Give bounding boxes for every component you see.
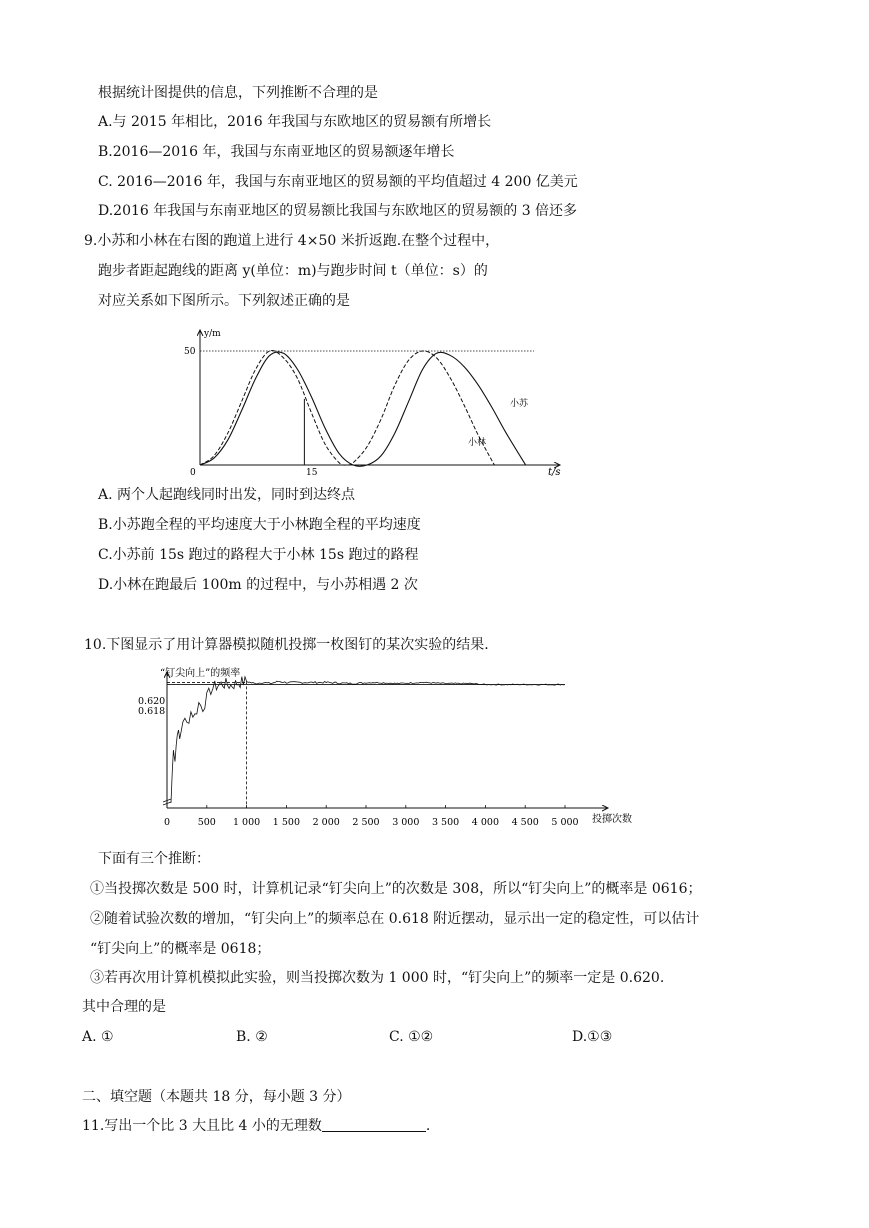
freq-x-tick-label: 500 <box>197 817 216 828</box>
q10-statement-3: ③若再次用计算机模拟此实验，则当投掷次数为 1 000 时，“钉尖向上”的频率一定是 0.620. <box>90 970 665 986</box>
q9-option-b: B.小苏跑全程的平均速度大于小林跑全程的平均速度 <box>98 517 421 533</box>
run-series-xiaolin <box>200 351 494 466</box>
freq-series <box>171 677 565 803</box>
q10-option-a: A. ① <box>82 1029 114 1045</box>
section-2-title: 二、填空题（本题共 18 分，每小题 3 分） <box>82 1089 351 1105</box>
q10-statement-2b: “钉尖向上”的概率是 0618； <box>90 941 271 957</box>
q9-line-3: 对应关系如下图所示。下列叙述正确的是 <box>98 293 350 309</box>
running-distance-chart <box>180 320 570 480</box>
q10-statement-1: ①当投掷次数是 500 时，计算机记录“钉尖向上”的次数是 308，所以“钉尖向上”的概率是 0616； <box>90 881 702 897</box>
freq-x-tick-label: 3 500 <box>431 817 460 828</box>
freq-x-tick-label: 5 000 <box>551 817 579 828</box>
q10-option-b: B. ② <box>236 1029 268 1045</box>
freq-x-tick-label: 1 000 <box>232 817 261 828</box>
run-x-label: t/s <box>548 467 561 478</box>
q11-answer-blank[interactable] <box>322 1117 426 1132</box>
q10-line-1: 10.下图显示了用计算器模拟随机投掷一枚图钉的某次实验的结果. <box>84 637 489 653</box>
freq-x-label: 投掷次数 <box>592 814 632 825</box>
q11-period: . <box>425 1118 431 1134</box>
q9-option-c: C.小苏前 15s 跑过的路程大于小林 15s 跑过的路程 <box>98 547 419 563</box>
q8-option-d: D.2016 年我国与东南亚地区的贸易额比我国与东欧地区的贸易额的 3 倍还多 <box>98 203 578 219</box>
q8-intro: 根据统计图提供的信息，下列推断不合理的是 <box>98 85 378 101</box>
run-label-xiaolin: 小林 <box>468 438 487 448</box>
freq-x-tick-label: 4 500 <box>511 817 539 828</box>
run-series-xiaosu <box>200 352 526 466</box>
q8-option-a: A.与 2015 年相比，2016 年我国与东欧地区的贸易额有所增长 <box>98 114 492 130</box>
freq-y-label: “钉尖向上”的频率 <box>160 668 241 679</box>
run-y-tick-50: 50 <box>184 347 196 357</box>
freq-y-tick-0618: 0.618 <box>138 706 166 717</box>
freq-x-tick-label: 1 500 <box>272 817 301 828</box>
q9-line-2: 跑步者距起跑线的距离 y(单位：m)与跑步时间 t（单位：s）的 <box>98 263 488 279</box>
run-x-origin: 0 <box>190 468 196 478</box>
q10-statement-2a: ②随着试验次数的增加，“钉尖向上”的频率总在 0.618 附近摆动，显示出一定的稳定性，可以估计 <box>90 911 700 927</box>
q9-line-1: 9.小苏和小林在右图的跑道上进行 4×50 米折返跑.在整个过程中， <box>84 233 500 249</box>
run-y-label: y/m <box>204 329 221 339</box>
frequency-chart <box>130 664 650 832</box>
q11-prompt: 11.写出一个比 3 大且比 4 小的无理数 <box>82 1118 322 1134</box>
q10-which: 其中合理的是 <box>82 999 166 1015</box>
freq-x-tick-label: 0 <box>163 817 171 828</box>
q9-option-d: D.小林在跑最后 100m 的过程中，与小苏相遇 2 次 <box>98 577 418 593</box>
q9-option-a: A. 两个人起跑线同时出发，同时到达终点 <box>98 487 356 503</box>
run-x-tick-15: 15 <box>306 468 318 478</box>
freq-x-tick-label: 3 000 <box>392 817 420 828</box>
q11-text <box>82 1117 430 1135</box>
q10-option-d: D.①③ <box>572 1029 613 1045</box>
run-label-xiaosu: 小苏 <box>510 399 529 409</box>
freq-x-tick-label: 2 500 <box>352 817 380 828</box>
q8-option-c: C. 2016—2016 年，我国与东南亚地区的贸易额的平均值超过 4 200 亿美元 <box>98 174 578 190</box>
freq-x-tick-label: 2 000 <box>312 817 340 828</box>
freq-x-tick-label: 4 000 <box>471 817 500 828</box>
q10-option-c: C. ①② <box>389 1029 434 1045</box>
q10-intro: 下面有三个推断： <box>98 851 210 867</box>
freq-y-tick-0620: 0.620 <box>138 696 166 707</box>
q8-option-b: B.2016—2016 年，我国与东南亚地区的贸易额逐年增长 <box>98 144 455 160</box>
